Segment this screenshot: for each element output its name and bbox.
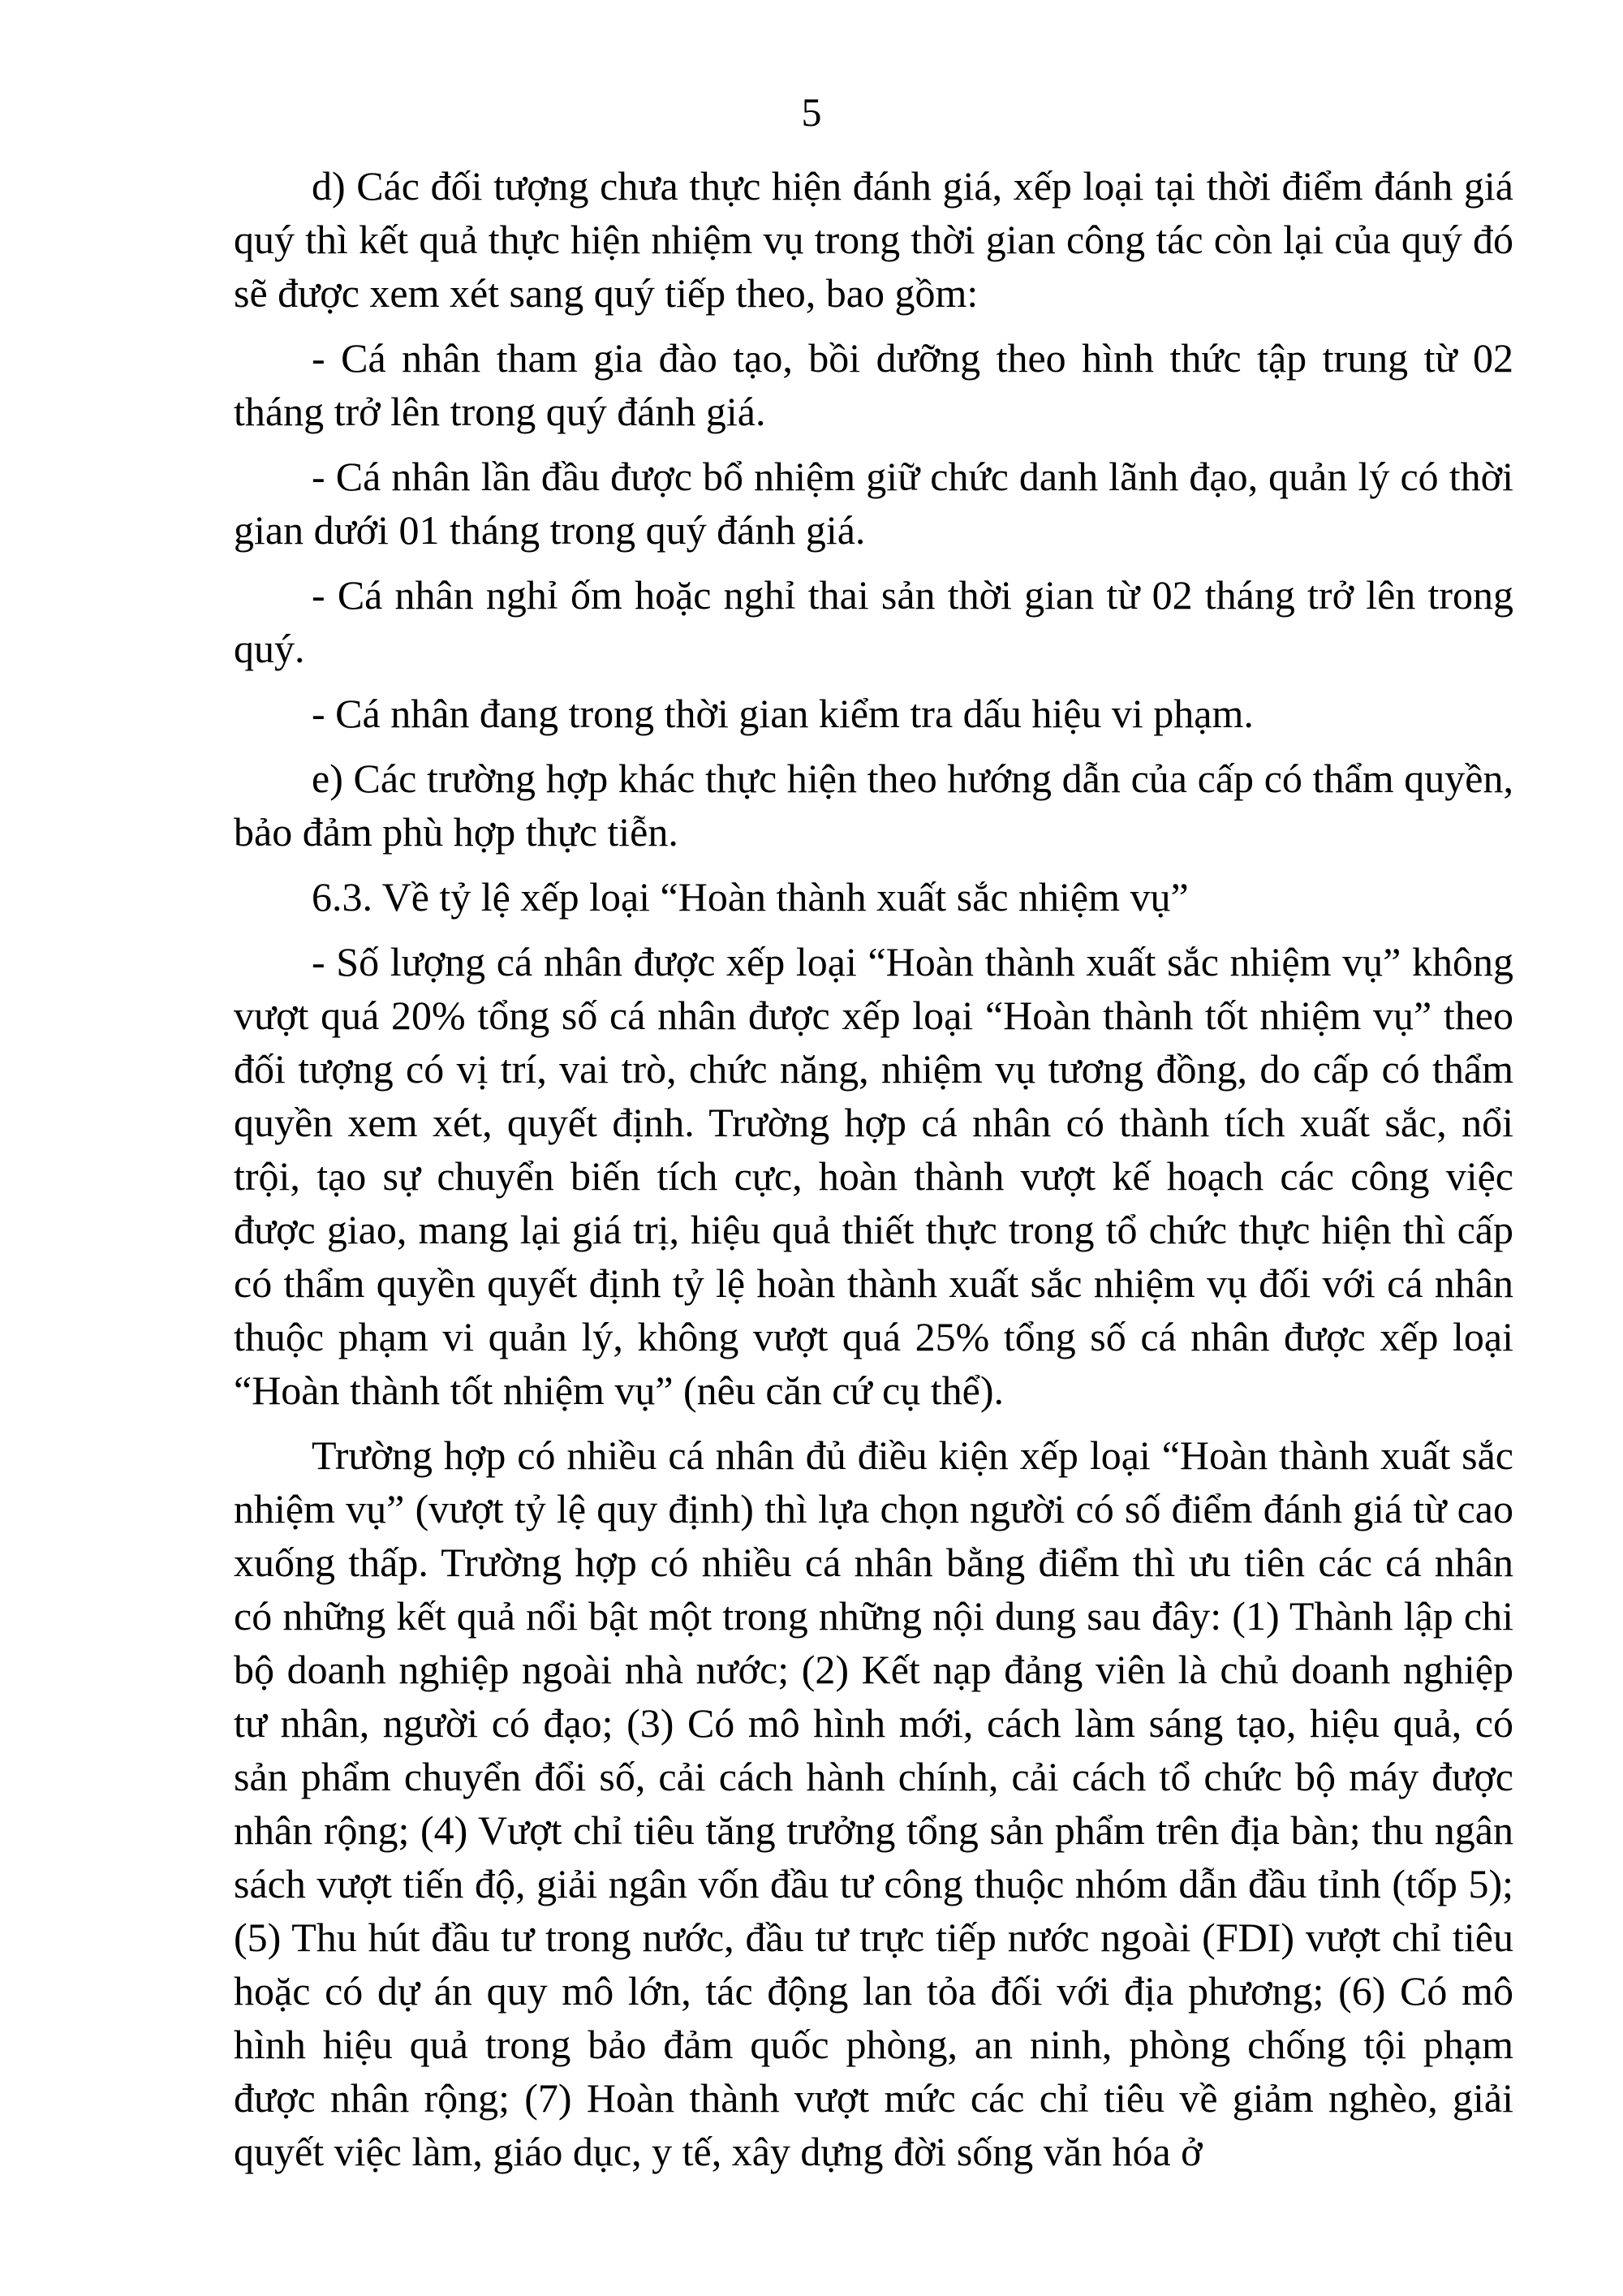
- paragraph-ratio-rule: - Số lượng cá nhân được xếp loại “Hoàn thành xuất sắc nhiệm vụ” không vượt quá 20% tổng số cá nhân được xếp loại “Hoàn thành tốt nhiệm vụ” theo đối tượng có vị trí, vai trò, chức năng, nhiệm vụ tương đồng, do cấp có thẩm quyền xem xét, quyết định. Trường hợp cá nhân có thành tích xuất sắc, nổi trội, tạo sự chuyển biến tích cực, hoàn thành vượt kế hoạch các công việc được giao, mang lại giá trị, hiệu quả thiết thực trong tổ chức thực hiện thì cấp có thẩm quyền quyết định tỷ lệ hoàn thành xuất sắc nhiệm vụ đối với cá nhân thuộc phạm vi quản lý, không vượt quá 25% tổng số cá nhân được xếp loại “Hoàn thành tốt nhiệm vụ” (nêu căn cứ cụ thể).: [234, 939, 1513, 1413]
- paragraph-bullet-leave: - Cá nhân nghỉ ốm hoặc nghỉ thai sản thời gian từ 02 tháng trở lên trong quý.: [234, 572, 1513, 671]
- paragraph-bullet-inspection: - Cá nhân đang trong thời gian kiểm tra dấu hiệu vi phạm.: [312, 691, 1254, 736]
- paragraph-priority-criteria: Trường hợp có nhiều cá nhân đủ điều kiện xếp loại “Hoàn thành xuất sắc nhiệm vụ” (vượt tỷ lệ quy định) thì lựa chọn người có số điểm đánh giá từ cao xuống thấp. Trường hợp có nhiều cá nhân bằng điểm thì ưu tiên các cá nhân có những kết quả nổi bật một trong những nội dung sau đây: (1) Thành lập chi bộ doanh nghiệp ngoài nhà nước; (2) Kết nạp đảng viên là chủ doanh nghiệp tư nhân, người có đạo; (3) Có mô hình mới, cách làm sáng tạo, hiệu quả, có sản phẩm chuyển đổi số, cải cách hành chính, cải cách tổ chức bộ máy được nhân rộng; (4) Vượt chỉ tiêu tăng trưởng tổng sản phẩm trên địa bàn; thu ngân sách vượt tiến độ, giải ngân vốn đầu tư công thuộc nhóm dẫn đầu tỉnh (tốp 5); (5) Thu hút đầu tư trong nước, đầu tư trực tiếp nước ngoài (FDI) vượt chỉ tiêu hoặc có dự án quy mô lớn, tác động lan tỏa đối với địa phương; (6) Có mô hình hiệu quả trong bảo đảm quốc phòng, an ninh, phòng chống tội phạm được nhân rộng; (7) Hoàn thành vượt mức các chỉ tiêu về giảm nghèo, giải quyết việc làm, giáo dục, y tế, xây dựng đời sống văn hóa ở: [234, 1432, 1513, 2174]
- paragraph-e-item: e) Các trường hợp khác thực hiện theo hướng dẫn của cấp có thẩm quyền, bảo đảm phù hợp thực tiễn.: [234, 756, 1513, 855]
- document-body: [234, 159, 1513, 2190]
- paragraph-bullet-appointment: - Cá nhân lần đầu được bổ nhiệm giữ chức danh lãnh đạo, quản lý có thời gian dưới 01 tháng trong quý đánh giá.: [234, 454, 1513, 553]
- paragraph-bullet-training: - Cá nhân tham gia đào tạo, bồi dưỡng theo hình thức tập trung từ 02 tháng trở lên trong quý đánh giá.: [234, 335, 1513, 434]
- page-number: 5: [801, 89, 822, 135]
- section-heading-6-3: 6.3. Về tỷ lệ xếp loại “Hoàn thành xuất sắc nhiệm vụ”: [312, 874, 1189, 920]
- paragraph-d-item: d) Các đối tượng chưa thực hiện đánh giá, xếp loại tại thời điểm đánh giá quý thì kết quả thực hiện nhiệm vụ trong thời gian công tác còn lại của quý đó sẽ được xem xét sang quý tiếp theo, bao gồm:: [234, 163, 1513, 316]
